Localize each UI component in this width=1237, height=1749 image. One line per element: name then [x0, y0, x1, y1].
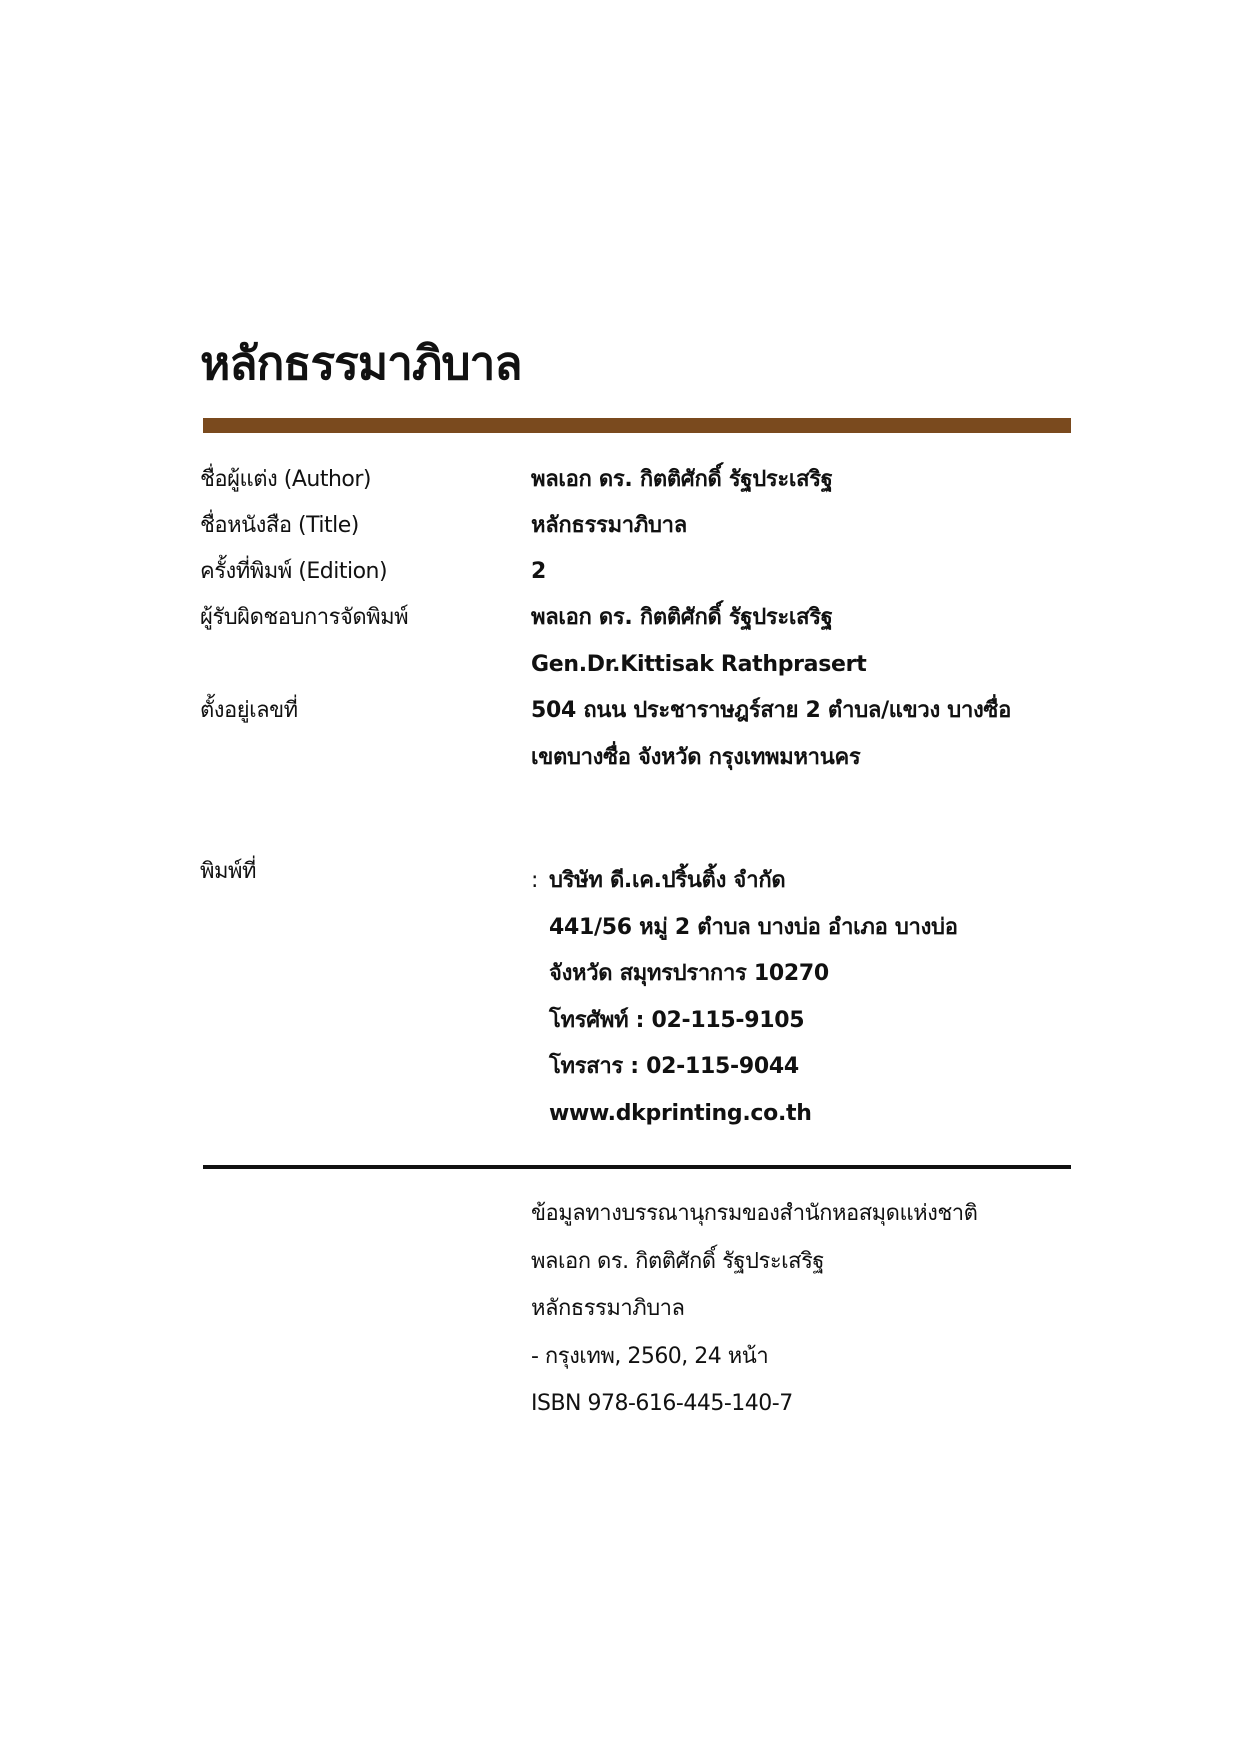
- catalog-author: พลเอก ดร. กิตติศักดิ์ รัฐประเสริฐ: [531, 1248, 825, 1274]
- book-title-value: หลักธรรมาภิบาล: [531, 513, 687, 538]
- printer-label: พิมพ์ที่: [200, 859, 257, 884]
- printer-block: [531, 858, 958, 1137]
- publisher-en-row: [0, 645, 1237, 685]
- publisher-row: [0, 598, 1237, 638]
- printer-company: บริษัท ดี.เค.ปริ้นติ้ง จำกัด: [549, 868, 786, 893]
- section-divider: [203, 1165, 1071, 1169]
- address-line-2: เขตบางซื่อ จังหวัด กรุงเทพมหานคร: [531, 745, 861, 770]
- printer-address-line-2: จังหวัด สมุทรปราการ 10270: [549, 961, 829, 986]
- book-title-label: ชื่อหนังสือ (Title): [200, 513, 359, 538]
- address-label: ตั้งอยู่เลขที่: [200, 698, 298, 723]
- edition-label: ครั้งที่พิมพ์ (Edition): [200, 559, 388, 584]
- publisher-value-th: พลเอก ดร. กิตติศักดิ์ รัฐประเสริฐ: [531, 605, 833, 630]
- edition-value: 2: [531, 559, 547, 584]
- page-title: หลักธรรมาภิบาล: [200, 336, 522, 390]
- catalog-isbn: ISBN 978-616-445-140-7: [531, 1391, 793, 1416]
- book-title-row: [0, 506, 1237, 546]
- printer-website: www.dkprinting.co.th: [549, 1100, 812, 1126]
- catalog-block: [531, 1190, 977, 1428]
- address-row: [0, 691, 1237, 731]
- printer-colon: :: [531, 868, 539, 893]
- address-line-1: 504 ถนน ประชาราษฎร์สาย 2 ตำบล/แขวง บางซื่อ: [531, 698, 1011, 723]
- author-value: พลเอก ดร. กิตติศักดิ์ รัฐประเสริฐ: [531, 467, 833, 492]
- catalog-imprint: - กรุงเทพ, 2560, 24 หน้า: [531, 1343, 769, 1369]
- printer-address-line-1: 441/56 หมู่ 2 ตำบล บางบ่อ อำเภอ บางบ่อ: [549, 914, 958, 940]
- edition-row: [0, 552, 1237, 592]
- publisher-value-en: Gen.Dr.Kittisak Rathprasert: [531, 652, 867, 677]
- author-label: ชื่อผู้แต่ง (Author): [200, 467, 371, 492]
- catalog-title: หลักธรรมาภิบาล: [531, 1296, 685, 1321]
- author-row: [0, 460, 1237, 500]
- printer-phone: โทรศัพท์ : 02-115-9105: [549, 1007, 805, 1033]
- catalog-heading: ข้อมูลทางบรรณานุกรมของสำนักหอสมุดแห่งชาติ: [531, 1201, 978, 1226]
- publisher-label: ผู้รับผิดชอบการจัดพิมพ์: [200, 605, 409, 630]
- title-divider: [203, 418, 1071, 433]
- printer-fax: โทรสาร : 02-115-9044: [549, 1054, 799, 1079]
- address-row-2: [0, 738, 1237, 778]
